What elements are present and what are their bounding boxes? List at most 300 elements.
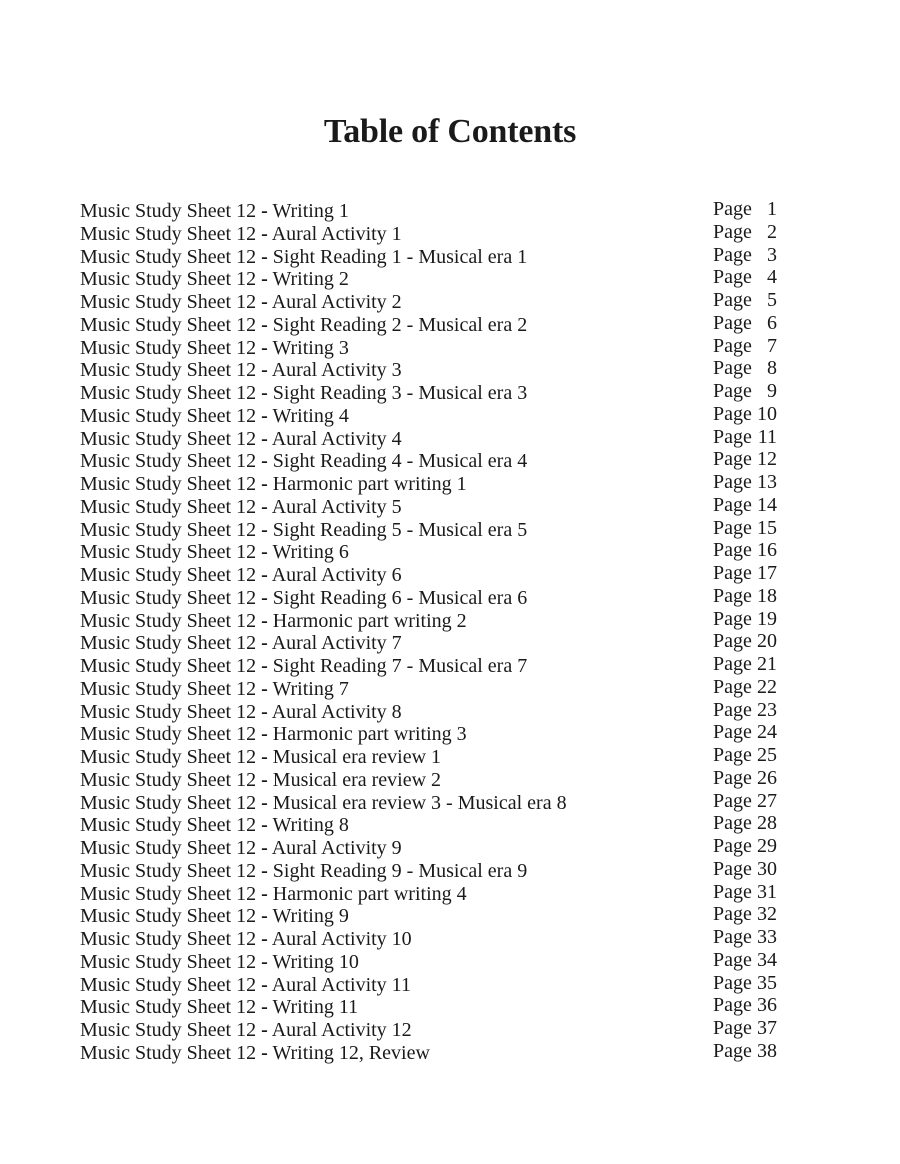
toc-entry-title xyxy=(80,632,402,655)
toc-entry-page-number: 6 xyxy=(767,311,777,334)
toc-entry-prefix: Music Study Sheet 12 xyxy=(80,723,257,746)
toc-entry xyxy=(80,698,780,724)
toc-entry-page-ref xyxy=(713,972,777,995)
toc-entry-page-label: Page xyxy=(713,584,752,607)
toc-entry-title xyxy=(80,974,411,997)
toc-entry-page-ref xyxy=(713,835,777,858)
toc-entry-title xyxy=(80,678,349,701)
toc-entry xyxy=(80,220,780,246)
toc-entry xyxy=(80,541,780,564)
toc-entry-title xyxy=(80,291,402,314)
toc-entry-title xyxy=(80,450,527,473)
toc-entry-title xyxy=(80,746,441,769)
toc-entry-prefix: Music Study Sheet 12 xyxy=(80,313,257,336)
toc-entry-page-label: Page xyxy=(713,334,752,357)
toc-entry-dash: - xyxy=(261,996,268,1019)
toc-entry-dash: - xyxy=(261,564,268,586)
toc-entry-page-ref xyxy=(713,653,777,676)
toc-entry-dash: - xyxy=(261,245,268,268)
toc-entry-page-number: 35 xyxy=(757,971,777,994)
toc-entry-dash: - xyxy=(261,495,268,518)
toc-entry-page-number: 3 xyxy=(767,243,777,266)
toc-entry-page-label: Page xyxy=(713,539,752,562)
toc-entry-title xyxy=(80,860,527,883)
toc-entry-dash: - xyxy=(261,313,268,336)
toc-entry-title xyxy=(80,359,402,382)
toc-entry-page-number: 24 xyxy=(757,721,777,744)
toc-entry-page-ref xyxy=(713,562,777,585)
toc-entry-prefix: Music Study Sheet 12 xyxy=(80,768,257,791)
toc-entry-page-number: 4 xyxy=(767,266,777,289)
toc-entry xyxy=(80,905,780,928)
toc-entry-title xyxy=(80,587,527,610)
toc-entry-topic: Sight Reading 7 - Musical era 7 xyxy=(272,655,528,677)
toc-entry-title xyxy=(80,564,402,587)
toc-entry-dash: - xyxy=(261,791,268,814)
toc-entry-page-ref xyxy=(713,517,777,540)
toc-entry-page-number: 14 xyxy=(757,493,777,516)
toc-entry-topic: Aural Activity 12 xyxy=(271,1019,412,1041)
toc-entry-page-label: Page xyxy=(713,675,752,698)
toc-entry-page-number: 26 xyxy=(757,766,777,789)
toc-entry-page-ref xyxy=(713,721,777,744)
toc-entry-prefix: Music Study Sheet 12 xyxy=(80,586,257,609)
toc-entry xyxy=(80,493,780,519)
toc-entry xyxy=(80,655,780,678)
toc-entry-topic: Harmonic part writing 4 xyxy=(272,882,467,905)
toc-entry-dash: - xyxy=(261,700,268,723)
toc-entry-title xyxy=(80,268,349,291)
toc-entry-page-number: 8 xyxy=(767,357,777,380)
toc-entry-page-ref xyxy=(713,494,777,517)
toc-entry-page-number: 36 xyxy=(757,994,777,1017)
toc-entry-topic: Writing 6 xyxy=(272,541,349,564)
toc-entry-page-number: 28 xyxy=(757,812,777,835)
toc-entry-page-number: 13 xyxy=(757,471,777,493)
toc-entry-prefix: Music Study Sheet 12 xyxy=(80,837,257,859)
toc-entry-prefix: Music Study Sheet 12 xyxy=(80,746,257,768)
toc-entry-topic: Harmonic part writing 2 xyxy=(272,609,467,632)
toc-entry-page-number: 38 xyxy=(757,1039,777,1062)
toc-entry-dash: - xyxy=(261,928,268,950)
toc-entry-dash: - xyxy=(261,768,268,791)
toc-entry-page-ref xyxy=(713,471,777,494)
toc-entry-prefix: Music Study Sheet 12 xyxy=(80,905,257,928)
toc-entry-dash: - xyxy=(261,291,268,313)
toc-entry-prefix: Music Study Sheet 12 xyxy=(80,564,257,586)
toc-entry-topic: Sight Reading 1 - Musical era 1 xyxy=(272,245,528,268)
toc-entry-topic: Aural Activity 7 xyxy=(271,632,402,655)
toc-entry-page-ref xyxy=(713,926,777,949)
toc-entry-title xyxy=(80,928,412,951)
toc-entry-prefix: Music Study Sheet 12 xyxy=(80,382,257,404)
toc-entry xyxy=(80,948,780,974)
toc-entry-title xyxy=(80,473,467,496)
toc-entry-page-label: Page xyxy=(713,448,752,471)
toc-entry-page-number: 20 xyxy=(757,630,777,653)
toc-entry-dash: - xyxy=(261,518,268,541)
toc-entry-page-label: Page xyxy=(713,698,752,721)
toc-entry-dash: - xyxy=(261,404,268,427)
toc-entry-prefix: Music Study Sheet 12 xyxy=(80,632,257,655)
toc-entry-page-label: Page xyxy=(713,493,752,516)
toc-entry-page-number: 10 xyxy=(757,402,777,425)
toc-entry-topic: Sight Reading 5 - Musical era 5 xyxy=(272,518,528,541)
toc-entry-title xyxy=(80,496,402,519)
toc-entry-dash: - xyxy=(261,382,268,404)
toc-entry-page-label: Page xyxy=(713,789,752,812)
toc-entry xyxy=(80,675,780,701)
toc-entry-title xyxy=(80,519,527,542)
toc-entry-topic: Aural Activity 3 xyxy=(271,359,402,382)
toc-entry-page-ref xyxy=(713,812,777,835)
toc-entry-title xyxy=(80,314,527,337)
toc-entry-page-label: Page xyxy=(713,471,752,493)
toc-entry-page-number: 25 xyxy=(757,744,777,766)
toc-entry xyxy=(80,928,780,951)
toc-entry xyxy=(80,837,780,860)
toc-entry-page-label: Page xyxy=(713,766,752,789)
toc-entry xyxy=(80,880,780,906)
toc-entry-page-ref xyxy=(713,221,777,244)
toc-entry-dash: - xyxy=(261,541,268,564)
toc-entry-dash: - xyxy=(261,882,268,905)
toc-entry-page-number: 27 xyxy=(757,789,777,812)
toc-entry-title xyxy=(80,701,402,724)
toc-entry-page-ref xyxy=(713,357,777,380)
toc-entry-page-ref xyxy=(713,744,777,767)
toc-entry-prefix: Music Study Sheet 12 xyxy=(80,700,257,723)
toc-entry xyxy=(80,746,780,769)
toc-entry-prefix: Music Study Sheet 12 xyxy=(80,473,257,495)
toc-entry-dash: - xyxy=(261,473,268,495)
toc-entry-page-ref xyxy=(713,312,777,335)
toc-entry-dash: - xyxy=(261,336,268,359)
toc-entry-dash: - xyxy=(261,427,268,450)
toc-entry-dash: - xyxy=(261,450,268,473)
toc-entry-page-number: 2 xyxy=(767,220,777,243)
toc-entry xyxy=(80,789,780,815)
toc-entry-page-label: Page xyxy=(713,243,752,266)
toc-entry-page-label: Page xyxy=(713,653,752,675)
toc-entry-dash: - xyxy=(261,973,268,996)
toc-entry-page-number: 18 xyxy=(757,584,777,607)
toc-entry-page-ref xyxy=(713,858,777,881)
toc-entry xyxy=(80,291,780,314)
toc-entry-page-label: Page xyxy=(713,994,752,1017)
toc-entry-page-number: 7 xyxy=(767,334,777,357)
toc-entry-page-label: Page xyxy=(713,198,752,220)
toc-entry-page-label: Page xyxy=(713,1017,752,1039)
toc-entry-page-ref xyxy=(713,608,777,631)
toc-entry-page-ref xyxy=(713,1040,777,1063)
toc-entry-page-number: 1 xyxy=(767,198,777,220)
toc-entry-title xyxy=(80,541,349,564)
toc-entry-title xyxy=(80,223,402,246)
toc-entry xyxy=(80,971,780,997)
toc-entry-page-label: Page xyxy=(713,903,752,926)
toc-entry-dash: - xyxy=(261,859,268,882)
toc-entry-page-number: 29 xyxy=(757,835,777,857)
toc-entry-prefix: Music Study Sheet 12 xyxy=(80,268,257,291)
toc-entry-prefix: Music Study Sheet 12 xyxy=(80,859,257,882)
toc-entry-topic: Aural Activity 4 xyxy=(271,427,402,450)
toc-entry-prefix: Music Study Sheet 12 xyxy=(80,928,257,950)
toc-entry-topic: Aural Activity 1 xyxy=(271,222,402,245)
toc-entry-topic: Aural Activity 10 xyxy=(271,928,412,950)
toc-entry-page-ref xyxy=(713,881,777,904)
toc-entry xyxy=(80,857,780,883)
table-of-contents xyxy=(80,200,780,1065)
toc-entry-topic: Harmonic part writing 3 xyxy=(272,723,467,746)
toc-entry-page-ref xyxy=(713,676,777,699)
toc-entry-title xyxy=(80,996,358,1019)
toc-entry-page-number: 11 xyxy=(757,425,777,448)
toc-entry-dash: - xyxy=(261,837,268,859)
toc-entry-prefix: Music Study Sheet 12 xyxy=(80,200,257,222)
toc-entry-page-number: 5 xyxy=(767,289,777,311)
toc-entry xyxy=(80,607,780,633)
toc-entry-page-number: 32 xyxy=(757,903,777,926)
toc-entry-page-ref xyxy=(713,266,777,289)
toc-entry-topic: Writing 7 xyxy=(272,677,349,700)
toc-entry-dash: - xyxy=(261,723,268,746)
toc-entry-topic: Musical era review 1 xyxy=(272,746,442,768)
toc-entry-page-ref xyxy=(713,1017,777,1040)
toc-entry-topic: Writing 12, Review xyxy=(272,1041,430,1064)
toc-entry-title xyxy=(80,883,467,906)
toc-entry-prefix: Music Study Sheet 12 xyxy=(80,996,257,1019)
toc-entry-topic: Sight Reading 9 - Musical era 9 xyxy=(272,859,528,882)
toc-entry-page-number: 19 xyxy=(757,607,777,630)
toc-entry xyxy=(80,268,780,291)
toc-entry-dash: - xyxy=(261,1019,268,1041)
toc-entry-page-label: Page xyxy=(713,1039,752,1062)
toc-entry-page-ref xyxy=(713,335,777,358)
toc-entry xyxy=(80,996,780,1019)
toc-entry-title xyxy=(80,200,349,223)
toc-entry-topic: Sight Reading 3 - Musical era 3 xyxy=(272,382,528,404)
toc-entry-page-label: Page xyxy=(713,289,752,311)
toc-entry xyxy=(80,334,780,360)
toc-entry-page-label: Page xyxy=(713,311,752,334)
toc-entry xyxy=(80,1039,780,1065)
toc-entry-dash: - xyxy=(261,632,268,655)
toc-entry-page-label: Page xyxy=(713,380,752,402)
toc-entry xyxy=(80,200,780,223)
toc-entry-dash: - xyxy=(261,609,268,632)
toc-entry-page-number: 9 xyxy=(767,380,777,402)
toc-entry-topic: Aural Activity 5 xyxy=(271,495,402,518)
toc-entry-page-label: Page xyxy=(713,721,752,744)
toc-entry-title xyxy=(80,723,467,746)
toc-entry-prefix: Music Study Sheet 12 xyxy=(80,222,257,245)
toc-entry-dash: - xyxy=(261,1041,268,1064)
toc-entry-dash: - xyxy=(261,746,268,768)
toc-entry xyxy=(80,359,780,382)
toc-entry-page-ref xyxy=(713,790,777,813)
toc-entry-title xyxy=(80,1042,430,1065)
toc-entry-page-ref xyxy=(713,630,777,653)
toc-entry-prefix: Music Study Sheet 12 xyxy=(80,404,257,427)
toc-entry-prefix: Music Study Sheet 12 xyxy=(80,427,257,450)
toc-entry-page-label: Page xyxy=(713,812,752,835)
toc-entry xyxy=(80,1019,780,1042)
toc-entry-page-number: 21 xyxy=(757,653,777,675)
toc-entry-dash: - xyxy=(261,222,268,245)
toc-entry-page-label: Page xyxy=(713,266,752,289)
toc-entry-dash: - xyxy=(261,200,268,222)
toc-entry-page-label: Page xyxy=(713,402,752,425)
toc-entry-dash: - xyxy=(261,268,268,291)
toc-entry-page-label: Page xyxy=(713,562,752,584)
toc-entry-page-ref xyxy=(713,699,777,722)
toc-entry xyxy=(80,564,780,587)
toc-entry-topic: Aural Activity 6 xyxy=(271,564,402,586)
toc-entry-dash: - xyxy=(261,655,268,677)
toc-entry-prefix: Music Study Sheet 12 xyxy=(80,655,257,677)
toc-entry-topic: Writing 8 xyxy=(272,814,349,837)
toc-entry-page-label: Page xyxy=(713,425,752,448)
toc-entry xyxy=(80,516,780,542)
toc-entry-dash: - xyxy=(261,359,268,382)
toc-entry-page-number: 30 xyxy=(757,857,777,880)
toc-entry-topic: Sight Reading 2 - Musical era 2 xyxy=(272,313,528,336)
toc-entry-prefix: Music Study Sheet 12 xyxy=(80,950,257,973)
toc-entry-page-label: Page xyxy=(713,880,752,903)
toc-entry-topic: Writing 9 xyxy=(272,905,349,928)
toc-entry-title xyxy=(80,428,402,451)
toc-entry xyxy=(80,632,780,655)
toc-entry-topic: Harmonic part writing 1 xyxy=(272,473,467,495)
toc-entry-prefix: Music Study Sheet 12 xyxy=(80,609,257,632)
toc-entry-page-number: 23 xyxy=(757,698,777,721)
toc-entry-page-number: 12 xyxy=(757,448,777,471)
toc-entry xyxy=(80,402,780,428)
toc-entry-topic: Writing 1 xyxy=(272,200,349,222)
toc-entry-topic: Writing 3 xyxy=(272,336,349,359)
toc-entry-topic: Musical era review 3 - Musical era 8 xyxy=(272,791,567,814)
toc-entry-page-label: Page xyxy=(713,630,752,653)
toc-entry-prefix: Music Study Sheet 12 xyxy=(80,245,257,268)
toc-entry xyxy=(80,814,780,837)
toc-entry xyxy=(80,723,780,746)
toc-entry-page-number: 16 xyxy=(757,539,777,562)
toc-entry-page-ref xyxy=(713,244,777,267)
toc-entry-dash: - xyxy=(261,814,268,837)
page-title: Table of Contents xyxy=(323,113,577,150)
toc-entry-page-label: Page xyxy=(713,357,752,380)
toc-entry-topic: Sight Reading 6 - Musical era 6 xyxy=(272,586,528,609)
toc-entry-title xyxy=(80,905,349,928)
toc-entry-title xyxy=(80,655,527,678)
toc-entry-title xyxy=(80,769,441,792)
toc-entry-page-number: 37 xyxy=(757,1017,777,1039)
toc-entry-prefix: Music Study Sheet 12 xyxy=(80,518,257,541)
toc-entry-page-label: Page xyxy=(713,948,752,971)
toc-entry-page-label: Page xyxy=(713,857,752,880)
toc-entry-topic: Aural Activity 11 xyxy=(271,973,411,996)
toc-entry xyxy=(80,766,780,792)
toc-entry-title xyxy=(80,382,527,405)
toc-entry-prefix: Music Study Sheet 12 xyxy=(80,495,257,518)
toc-entry-title xyxy=(80,405,349,428)
toc-entry-title xyxy=(80,610,467,633)
toc-entry-title xyxy=(80,814,349,837)
toc-entry xyxy=(80,243,780,269)
toc-entry-page-ref xyxy=(713,289,777,312)
toc-entry-title xyxy=(80,337,349,360)
toc-entry-topic: Writing 11 xyxy=(272,996,359,1019)
toc-entry-prefix: Music Study Sheet 12 xyxy=(80,291,257,313)
toc-entry-topic: Musical era review 2 xyxy=(272,768,442,791)
toc-entry-title xyxy=(80,837,402,860)
toc-entry-prefix: Music Study Sheet 12 xyxy=(80,882,257,905)
toc-entry-prefix: Music Study Sheet 12 xyxy=(80,791,257,814)
toc-entry xyxy=(80,382,780,405)
toc-entry-title xyxy=(80,1019,412,1042)
toc-entry-page-ref xyxy=(713,539,777,562)
toc-entry xyxy=(80,584,780,610)
toc-entry xyxy=(80,473,780,496)
toc-entry xyxy=(80,311,780,337)
toc-entry-page-label: Page xyxy=(713,971,752,994)
toc-entry-topic: Sight Reading 4 - Musical era 4 xyxy=(272,450,528,473)
toc-entry-page-label: Page xyxy=(713,220,752,243)
toc-entry-prefix: Music Study Sheet 12 xyxy=(80,359,257,382)
toc-entry-prefix: Music Study Sheet 12 xyxy=(80,336,257,359)
toc-entry-dash: - xyxy=(261,950,268,973)
toc-entry-prefix: Music Study Sheet 12 xyxy=(80,1019,257,1041)
toc-entry-page-ref xyxy=(713,426,777,449)
toc-entry-page-label: Page xyxy=(713,516,752,539)
toc-entry-page-ref xyxy=(713,403,777,426)
toc-entry-page-ref xyxy=(713,380,777,403)
toc-entry-topic: Writing 4 xyxy=(272,404,349,427)
toc-entry-title xyxy=(80,792,567,815)
toc-entry-page-number: 31 xyxy=(757,880,777,903)
toc-entry-prefix: Music Study Sheet 12 xyxy=(80,541,257,564)
toc-entry xyxy=(80,450,780,473)
toc-entry-page-label: Page xyxy=(713,835,752,857)
toc-entry-prefix: Music Study Sheet 12 xyxy=(80,677,257,700)
toc-entry-page-label: Page xyxy=(713,744,752,766)
toc-entry-page-label: Page xyxy=(713,926,752,948)
toc-entry-prefix: Music Study Sheet 12 xyxy=(80,973,257,996)
toc-entry-topic: Writing 2 xyxy=(272,268,349,291)
toc-entry-page-number: 17 xyxy=(757,562,777,584)
toc-entry-page-label: Page xyxy=(713,607,752,630)
toc-entry-prefix: Music Study Sheet 12 xyxy=(80,450,257,473)
toc-entry-page-ref xyxy=(713,585,777,608)
toc-entry-topic: Aural Activity 9 xyxy=(271,837,402,859)
toc-entry-topic: Aural Activity 8 xyxy=(271,700,402,723)
toc-entry-page-ref xyxy=(713,198,777,221)
toc-entry-topic: Aural Activity 2 xyxy=(271,291,402,313)
toc-entry-page-ref xyxy=(713,767,777,790)
toc-entry-dash: - xyxy=(261,677,268,700)
toc-entry-page-ref xyxy=(713,949,777,972)
toc-entry-dash: - xyxy=(261,905,268,928)
toc-entry-title xyxy=(80,246,527,269)
toc-entry-page-number: 34 xyxy=(757,948,777,971)
toc-entry-topic: Writing 10 xyxy=(272,950,359,973)
toc-entry-page-number: 22 xyxy=(757,675,777,698)
toc-entry-page-number: 33 xyxy=(757,926,777,948)
toc-entry xyxy=(80,425,780,451)
toc-entry-dash: - xyxy=(261,586,268,609)
toc-entry-page-ref xyxy=(713,448,777,471)
